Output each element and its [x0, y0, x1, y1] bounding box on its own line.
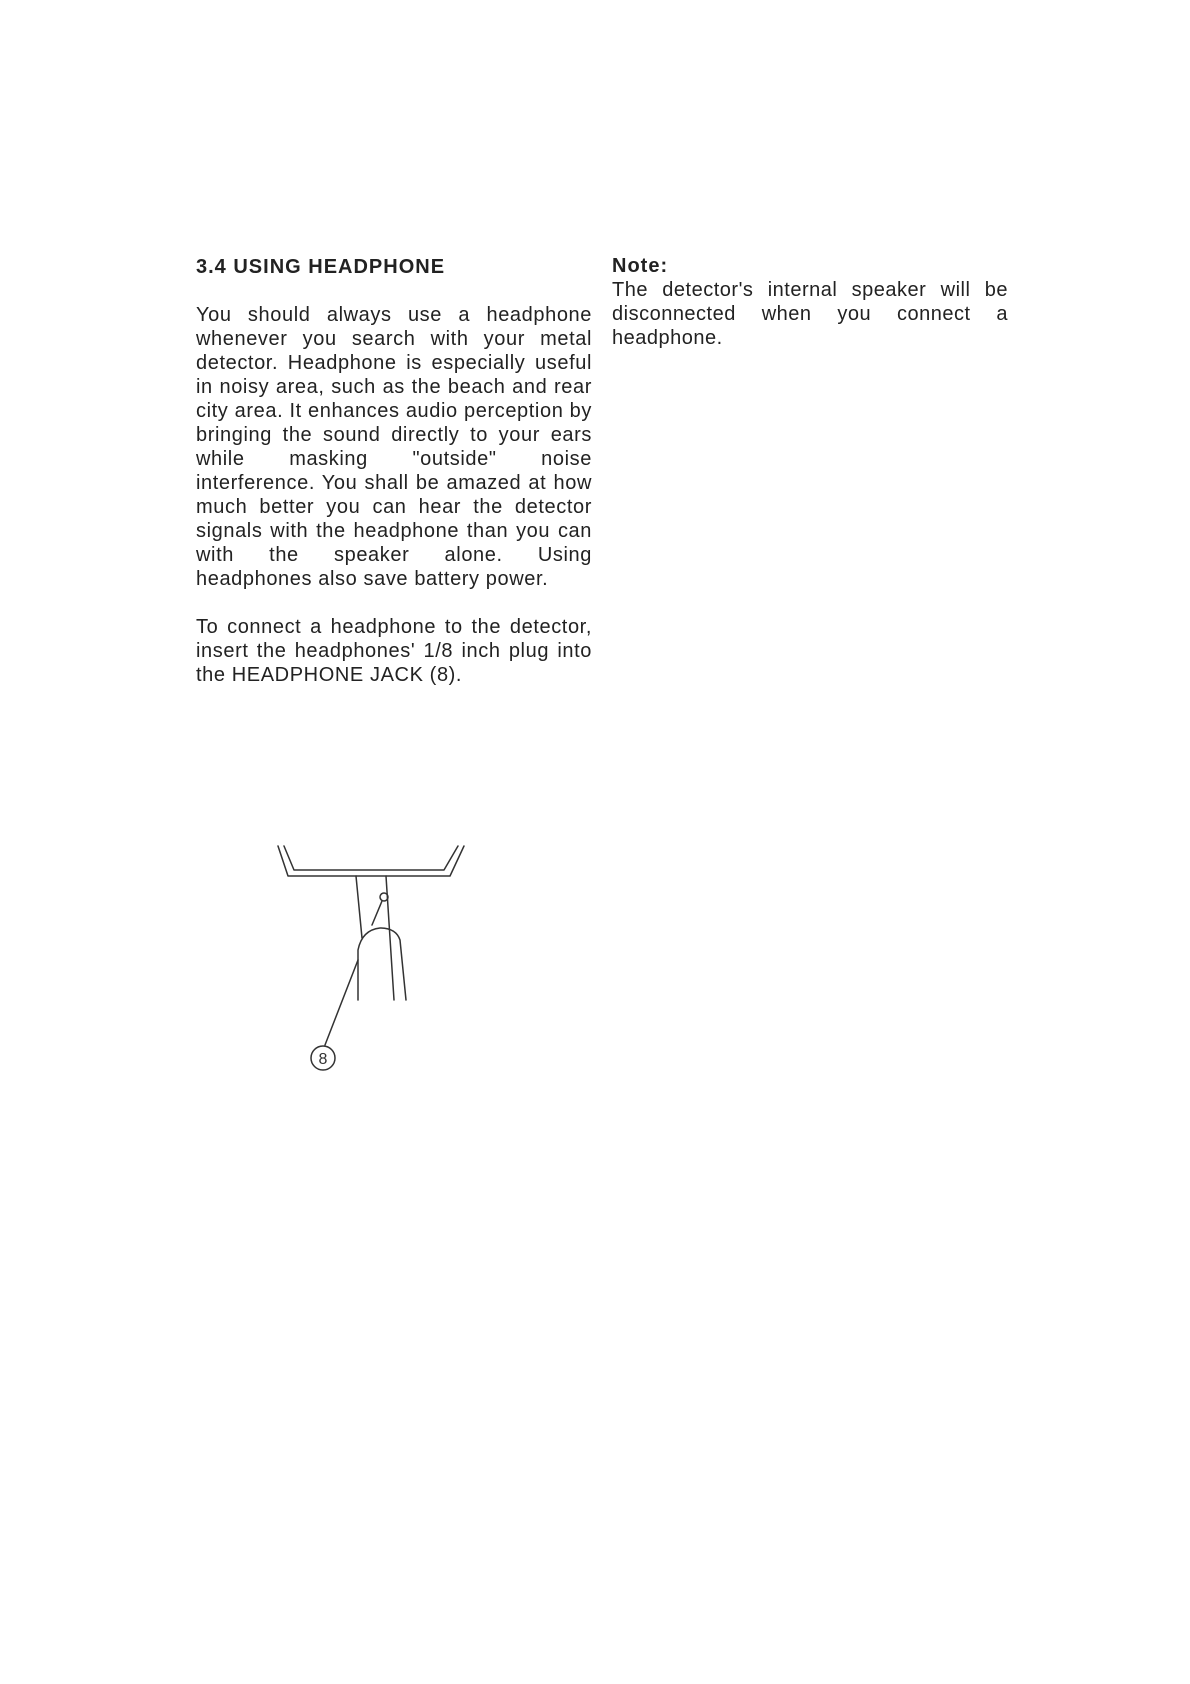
grip-outline [358, 928, 406, 1000]
housing-outline [278, 846, 464, 876]
right-column [612, 254, 1008, 350]
paragraph-connect-instructions: To connect a headphone to the detector, insert the headphones' 1/8 inch plug into the HEADPHONE JACK (8). [196, 616, 592, 686]
left-column [196, 256, 592, 711]
jack-leader-line [372, 901, 382, 925]
shaft-left-edge [356, 876, 362, 938]
note-text: The detector's internal speaker will be disconnected when you connect a headphone. [612, 279, 1008, 349]
paragraph-headphone-benefits: You should always use a headphone whenever you search with your metal detector. Headphone is especially useful in noisy area, such as the beach and rear city area. It enhances audio perception by bringing the sound directly to your ears while masking "outside" noise interference. You shall be amazed at how much better you can hear the detector signals with the headphone than you can with the speaker alone. Using headphones also save battery power. [196, 304, 592, 590]
housing-inner-outline [284, 846, 458, 870]
callout-number: 8 [318, 1051, 328, 1068]
section-heading: 3.4 USING HEADPHONE [196, 256, 446, 278]
note-title: Note: [612, 255, 669, 277]
headphone-jack-diagram [270, 840, 490, 1090]
callout-leader-line [325, 960, 358, 1045]
